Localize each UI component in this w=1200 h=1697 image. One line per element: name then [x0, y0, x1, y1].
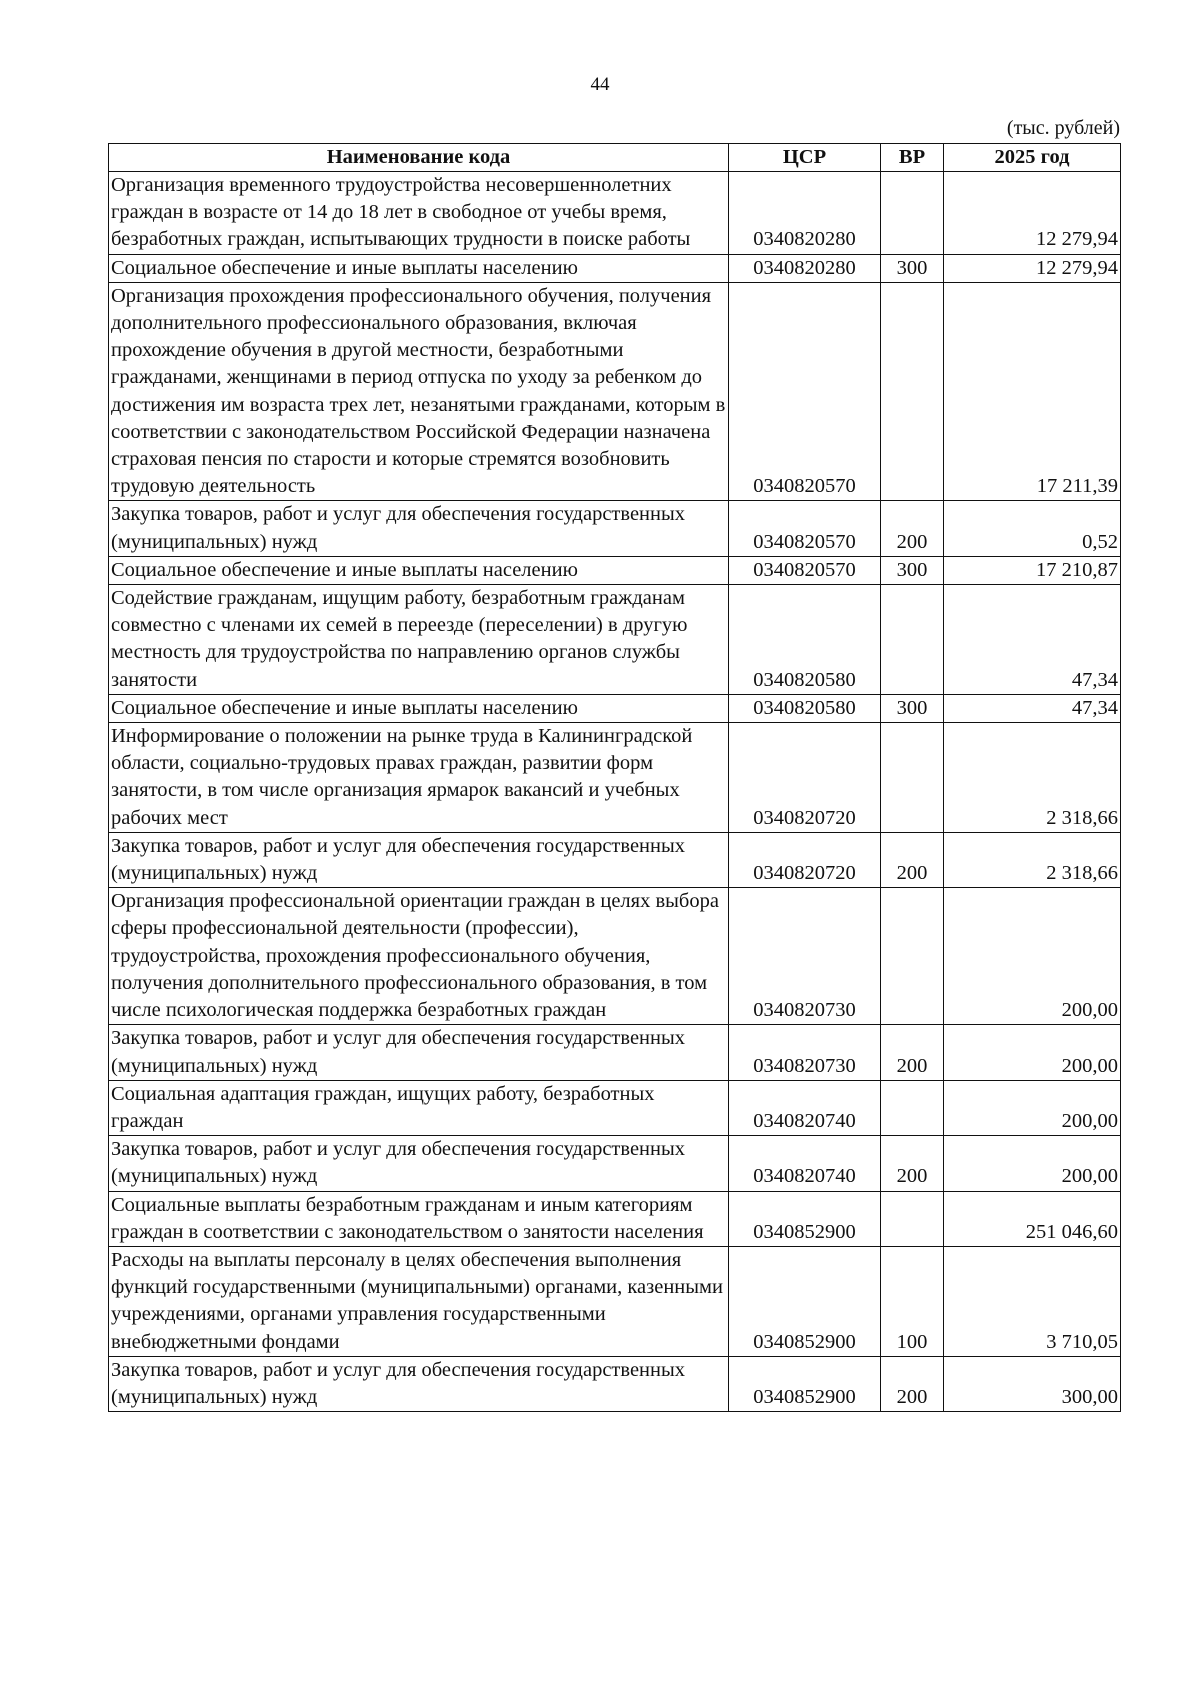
- cell-sum: 2 318,66: [944, 832, 1121, 887]
- header-vr: ВР: [881, 144, 944, 172]
- cell-vr: [881, 1191, 944, 1246]
- cell-vr: [881, 888, 944, 1025]
- table-row: [109, 694, 1121, 722]
- units-label: (тыс. рублей): [1006, 117, 1120, 139]
- cell-csr: 0340820570: [729, 501, 881, 556]
- cell-vr: 100: [881, 1246, 944, 1356]
- cell-name: Закупка товаров, работ и услуг для обеспечения государственных (муниципальных) нужд: [109, 501, 729, 556]
- table-row: [109, 501, 1121, 556]
- cell-name: Социальная адаптация граждан, ищущих работу, безработных граждан: [109, 1080, 729, 1135]
- cell-csr: 0340820740: [729, 1080, 881, 1135]
- cell-name: Закупка товаров, работ и услуг для обеспечения государственных (муниципальных) нужд: [109, 1356, 729, 1411]
- cell-sum: 200,00: [944, 1136, 1121, 1191]
- header-name: Наименование кода: [109, 144, 729, 172]
- cell-csr: 0340820730: [729, 1025, 881, 1080]
- cell-csr: 0340852900: [729, 1356, 881, 1411]
- cell-name: Содействие гражданам, ищущим работу, безработным гражданам совместно с членами их семей в переезде (переселении) в другую местность для трудоустройства по направлению органов службы занятости: [109, 585, 729, 695]
- cell-csr: 0340820730: [729, 888, 881, 1025]
- cell-name: Организация прохождения профессионального обучения, получения дополнительного профессионального образования, включая прохождение обучения в другой местности, безработными гражданами, женщинами в период отпуска по уходу за ребенком до достижения им возраста трех лет, незанятыми гражданами, которым в соответствии с законодательством Российской Федерации назначена страховая пенсия по старости и которые стремятся возобновить трудовую деятельность: [109, 282, 729, 501]
- cell-name: Организация профессиональной ориентации граждан в целях выбора сферы профессиональной деятельности (профессии), трудоустройства, прохождения профессионального обучения, получения дополнительного профессионального образования, в том числе психологическая поддержка безработных граждан: [109, 888, 729, 1025]
- cell-vr: 300: [881, 556, 944, 584]
- cell-sum: 47,34: [944, 585, 1121, 695]
- cell-sum: 17 210,87: [944, 556, 1121, 584]
- cell-sum: 12 279,94: [944, 254, 1121, 282]
- table-row: [109, 254, 1121, 282]
- table-row: [109, 1356, 1121, 1411]
- cell-csr: 0340820580: [729, 694, 881, 722]
- cell-vr: 300: [881, 254, 944, 282]
- cell-vr: [881, 282, 944, 501]
- cell-csr: 0340820570: [729, 282, 881, 501]
- table-row: [109, 1025, 1121, 1080]
- table-row: [109, 1136, 1121, 1191]
- header-csr: ЦСР: [729, 144, 881, 172]
- cell-sum: 12 279,94: [944, 172, 1121, 255]
- cell-sum: 200,00: [944, 888, 1121, 1025]
- cell-vr: 200: [881, 501, 944, 556]
- cell-name: Закупка товаров, работ и услуг для обеспечения государственных (муниципальных) нужд: [109, 1136, 729, 1191]
- table-row: [109, 723, 1121, 833]
- page-number: 44: [590, 74, 610, 95]
- cell-vr: 200: [881, 1025, 944, 1080]
- cell-csr: 0340852900: [729, 1246, 881, 1356]
- cell-csr: 0340820720: [729, 723, 881, 833]
- header-year: 2025 год: [944, 144, 1121, 172]
- cell-sum: 200,00: [944, 1080, 1121, 1135]
- cell-csr: 0340820580: [729, 585, 881, 695]
- cell-sum: 251 046,60: [944, 1191, 1121, 1246]
- cell-vr: [881, 172, 944, 255]
- cell-name: Расходы на выплаты персоналу в целях обеспечения выполнения функций государственными (муниципальными) органами, казенными учреждениями, органами управления государственными внебюджетными фондами: [109, 1246, 729, 1356]
- cell-sum: 3 710,05: [944, 1246, 1121, 1356]
- cell-sum: 300,00: [944, 1356, 1121, 1411]
- cell-sum: 17 211,39: [944, 282, 1121, 501]
- cell-vr: 200: [881, 832, 944, 887]
- cell-csr: 0340820280: [729, 254, 881, 282]
- cell-sum: 2 318,66: [944, 723, 1121, 833]
- table-row: [109, 1246, 1121, 1356]
- cell-csr: 0340852900: [729, 1191, 881, 1246]
- cell-sum: 0,52: [944, 501, 1121, 556]
- cell-name: Социальные выплаты безработным гражданам и иным категориям граждан в соответствии с законодательством о занятости населения: [109, 1191, 729, 1246]
- table-row: [109, 1191, 1121, 1246]
- cell-csr: 0340820570: [729, 556, 881, 584]
- table-row: [109, 172, 1121, 255]
- cell-name: Социальное обеспечение и иные выплаты населению: [109, 556, 729, 584]
- cell-name: Закупка товаров, работ и услуг для обеспечения государственных (муниципальных) нужд: [109, 832, 729, 887]
- table-row: [109, 1080, 1121, 1135]
- cell-vr: 300: [881, 694, 944, 722]
- table-row: [109, 888, 1121, 1025]
- table-row: [109, 832, 1121, 887]
- cell-vr: [881, 585, 944, 695]
- cell-vr: 200: [881, 1356, 944, 1411]
- cell-name: Закупка товаров, работ и услуг для обеспечения государственных (муниципальных) нужд: [109, 1025, 729, 1080]
- table-row: [109, 585, 1121, 695]
- budget-table: [108, 143, 1121, 1412]
- cell-csr: 0340820740: [729, 1136, 881, 1191]
- cell-csr: 0340820280: [729, 172, 881, 255]
- cell-sum: 200,00: [944, 1025, 1121, 1080]
- cell-sum: 47,34: [944, 694, 1121, 722]
- cell-name: Организация временного трудоустройства несовершеннолетних граждан в возрасте от 14 до 18 лет в свободное от учебы время, безработных граждан, испытывающих трудности в поиске работы: [109, 172, 729, 255]
- cell-vr: [881, 723, 944, 833]
- cell-vr: 200: [881, 1136, 944, 1191]
- table-row: [109, 556, 1121, 584]
- table-row: [109, 282, 1121, 501]
- cell-name: Информирование о положении на рынке труда в Калининградской области, социально-трудовых правах граждан, развитии форм занятости, в том числе организация ярмарок вакансий и учебных рабочих мест: [109, 723, 729, 833]
- cell-name: Социальное обеспечение и иные выплаты населению: [109, 694, 729, 722]
- table-header-row: [109, 144, 1121, 172]
- cell-name: Социальное обеспечение и иные выплаты населению: [109, 254, 729, 282]
- cell-vr: [881, 1080, 944, 1135]
- cell-csr: 0340820720: [729, 832, 881, 887]
